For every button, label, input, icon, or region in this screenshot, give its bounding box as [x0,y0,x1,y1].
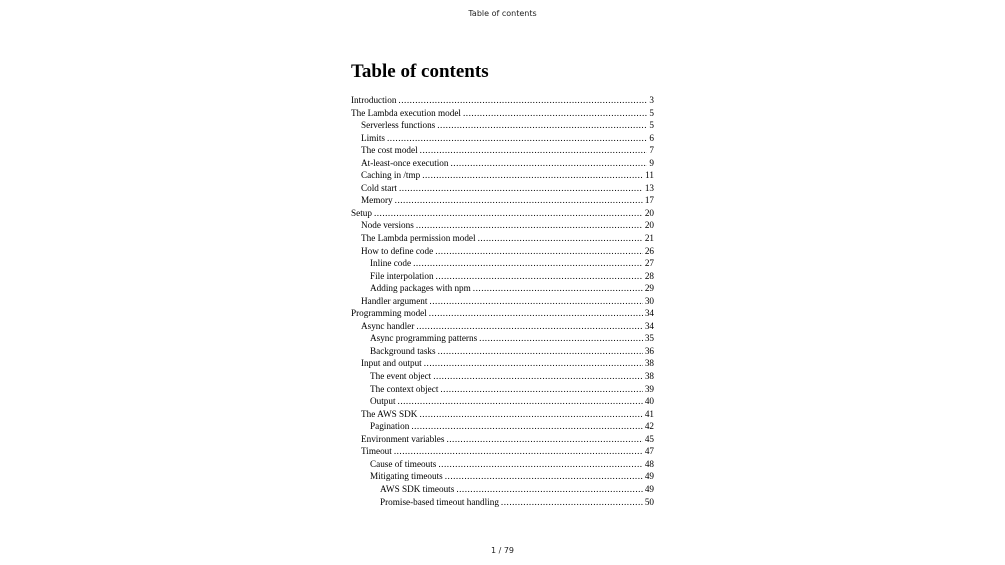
toc-entry[interactable] [351,395,654,408]
page-indicator: 1 / 79 [490,546,515,555]
toc-entry-title: Serverless functions [361,120,436,131]
toc-entry-title: Promise-based timeout handling [380,496,499,507]
toc-leader-dots [374,207,643,220]
toc-entry[interactable] [351,157,654,170]
toc-entry-page-number: 30 [644,295,654,306]
toc-entry[interactable] [351,307,654,320]
toc-entry-title: The cost model [361,145,418,156]
toc-leader-dots [501,496,643,509]
table-of-contents [351,94,654,508]
toc-leader-dots [411,420,643,433]
toc-entry[interactable] [351,219,654,232]
toc-entry-title: The Lambda permission model [361,233,476,244]
document-title: Table of contents [468,9,537,18]
toc-entry-page-number: 41 [644,408,654,419]
toc-leader-dots [436,270,643,283]
toc-entry[interactable] [351,470,654,483]
toc-entry[interactable] [351,433,654,446]
toc-entry-page-number: 5 [649,107,654,118]
toc-entry[interactable] [351,94,654,107]
toc-entry-page-number: 45 [644,433,654,444]
toc-entry-title: The context object [370,383,439,394]
toc-entry-page-number: 38 [644,358,654,369]
toc-entry[interactable] [351,169,654,182]
toc-entry-page-number: 13 [644,182,654,193]
toc-leader-dots [398,395,643,408]
toc-entry[interactable] [351,194,654,207]
toc-leader-dots [479,332,643,345]
toc-entry-page-number: 35 [644,333,654,344]
toc-entry[interactable] [351,107,654,120]
toc-leader-dots [387,132,647,145]
toc-entry[interactable] [351,345,654,358]
toc-entry-page-number: 34 [644,320,654,331]
toc-entry-page-number: 27 [644,258,654,269]
toc-entry[interactable] [351,182,654,195]
toc-entry-page-number: 42 [644,421,654,432]
toc-leader-dots [416,320,642,333]
toc-entry[interactable] [351,119,654,132]
toc-entry[interactable] [351,420,654,433]
toc-entry-title: Inline code [370,258,412,269]
toc-entry-page-number: 36 [644,345,654,356]
toc-entry-title: Async handler [361,320,415,331]
toc-leader-dots [451,157,648,170]
toc-entry[interactable] [351,144,654,157]
toc-entry[interactable] [351,320,654,333]
toc-entry-title: Adding packages with npm [370,283,471,294]
toc-leader-dots [395,194,643,207]
toc-entry-page-number: 9 [649,157,654,168]
toc-entry-page-number: 49 [644,483,654,494]
toc-entry[interactable] [351,132,654,145]
toc-entry-title: Limits [361,132,385,143]
toc-entry-page-number: 38 [644,371,654,382]
toc-leader-dots [456,483,643,496]
toc-entry-title: Background tasks [370,345,436,356]
toc-leader-dots [422,169,643,182]
toc-leader-dots [438,458,642,471]
toc-entry-title: Mitigating timeouts [370,471,443,482]
toc-leader-dots [478,232,643,245]
toc-entry-title: Node versions [361,220,414,231]
toc-entry-page-number: 34 [644,308,654,319]
toc-leader-dots [440,383,642,396]
toc-entry-page-number: 20 [644,220,654,231]
toc-entry[interactable] [351,245,654,258]
toc-entry-title: The event object [370,371,432,382]
toc-entry-page-number: 26 [644,245,654,256]
toc-leader-dots [438,345,643,358]
toc-leader-dots [433,370,643,383]
toc-entry[interactable] [351,458,654,471]
toc-leader-dots [413,257,643,270]
toc-entry-title: Caching in /tmp [361,170,421,181]
toc-entry-title: Cause of timeouts [370,458,437,469]
toc-entry-title: Output [370,396,396,407]
toc-entry[interactable] [351,270,654,283]
toc-leader-dots [424,357,643,370]
toc-leader-dots [446,433,642,446]
toc-entry-page-number: 47 [644,446,654,457]
toc-entry-title: Handler argument [361,295,428,306]
toc-entry[interactable] [351,483,654,496]
toc-leader-dots [416,219,643,232]
toc-entry-page-number: 40 [644,396,654,407]
toc-entry-page-number: 39 [644,383,654,394]
toc-leader-dots [420,144,648,157]
toc-entry-title: Introduction [351,95,397,105]
toc-entry[interactable] [351,408,654,421]
toc-leader-dots [445,470,643,483]
page-heading: Table of contents [351,61,489,82]
toc-entry-page-number: 3 [649,95,654,105]
toc-leader-dots [429,295,642,308]
toc-leader-dots [399,182,643,195]
toc-entry[interactable] [351,232,654,245]
document-page [351,60,654,508]
toc-entry-title: AWS SDK timeouts [380,483,455,494]
toc-entry-title: Pagination [370,421,410,432]
toc-entry-title: Timeout [361,446,392,457]
toc-entry[interactable] [351,383,654,396]
toc-entry-page-number: 21 [644,233,654,244]
toc-entry-page-number: 28 [644,270,654,281]
toc-leader-dots [398,94,647,107]
toc-leader-dots [429,307,643,320]
toc-entry-title: Programming model [351,308,427,319]
toc-entry-title: Cold start [361,182,397,193]
toc-leader-dots [419,408,642,421]
toc-entry-title: Input and output [361,358,422,369]
toc-entry-page-number: 50 [644,496,654,507]
toc-entry[interactable] [351,207,654,220]
toc-entry-title: At-least-once execution [361,157,449,168]
toc-entry-title: Setup [351,207,372,218]
toc-entry[interactable] [351,332,654,345]
toc-leader-dots [463,107,647,120]
toc-entry-title: File interpolation [370,270,434,281]
toc-entry-page-number: 49 [644,471,654,482]
toc-entry[interactable] [351,370,654,383]
toc-entry-page-number: 20 [644,207,654,218]
toc-leader-dots [473,282,643,295]
toc-entry[interactable] [351,357,654,370]
toc-entry-page-number: 29 [644,283,654,294]
toc-entry-title: Async programming patterns [370,333,478,344]
toc-entry-title: Memory [361,195,393,206]
toc-entry-page-number: 48 [644,458,654,469]
toc-entry-page-number: 7 [649,145,654,156]
toc-entry-page-number: 17 [644,195,654,206]
toc-entry[interactable] [351,496,654,509]
toc-leader-dots [394,445,643,458]
toc-entry[interactable] [351,445,654,458]
toc-entry[interactable] [351,282,654,295]
toc-entry-title: The Lambda execution model [351,107,461,118]
toc-entry-title: Environment variables [361,433,445,444]
toc-entry[interactable] [351,257,654,270]
toc-entry-page-number: 5 [649,120,654,131]
toc-entry-title: How to define code [361,245,434,256]
toc-entry[interactable] [351,295,654,308]
toc-leader-dots [437,119,647,132]
toc-entry-page-number: 11 [645,170,654,181]
toc-leader-dots [435,245,643,258]
toc-entry-page-number: 6 [649,132,654,143]
toc-entry-title: The AWS SDK [361,408,418,419]
